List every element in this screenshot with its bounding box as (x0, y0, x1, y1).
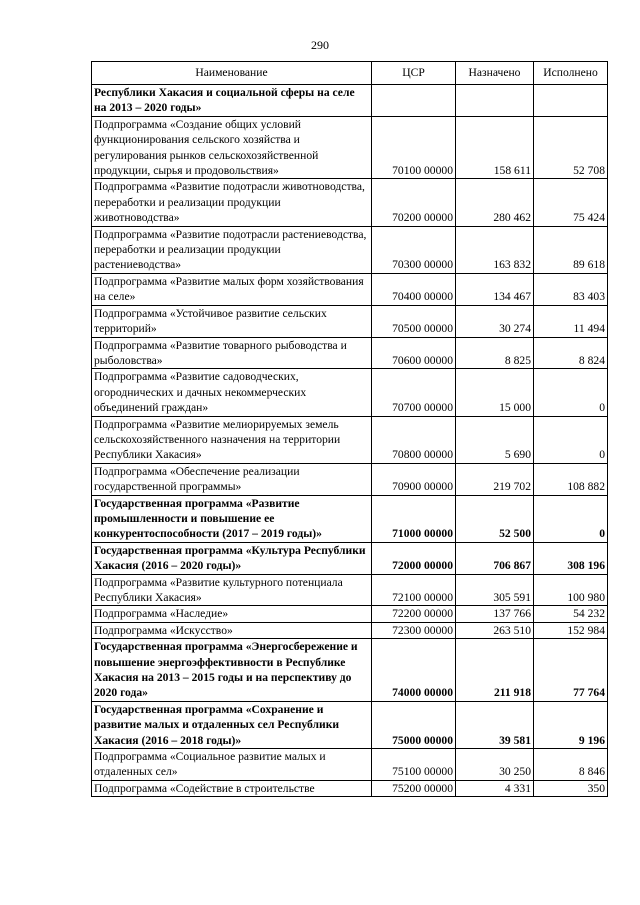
table-row (92, 542, 608, 574)
row-planned: 280 462 (456, 179, 534, 226)
row-csr: 72000 00000 (372, 542, 456, 574)
row-name: Подпрограмма «Развитие культурного потенциала Республики Хакасия» (92, 574, 372, 606)
row-name: Государственная программа «Энергосбережение и повышение энергоэффективности в Республике Хакасия на 2013 – 2015 годы и на перспективу до 2020 года» (92, 639, 372, 702)
row-csr: 71000 00000 (372, 495, 456, 542)
row-planned: 52 500 (456, 495, 534, 542)
row-executed: 0 (534, 495, 608, 542)
table-row (92, 416, 608, 463)
row-name: Подпрограмма «Устойчивое развитие сельских территорий» (92, 305, 372, 337)
row-name: Подпрограмма «Развитие малых форм хозяйствования на селе» (92, 273, 372, 305)
row-executed: 83 403 (534, 273, 608, 305)
row-executed: 100 980 (534, 574, 608, 606)
row-csr: 75000 00000 (372, 701, 456, 748)
row-csr: 70100 00000 (372, 116, 456, 179)
row-csr: 70600 00000 (372, 337, 456, 369)
row-name: Подпрограмма «Развитие садоводческих, огороднических и дачных некоммерческих объединений граждан» (92, 369, 372, 416)
row-executed: 9 196 (534, 701, 608, 748)
row-planned: 211 918 (456, 639, 534, 702)
table-row (92, 639, 608, 702)
table-body (92, 85, 608, 797)
row-planned: 163 832 (456, 226, 534, 273)
row-planned: 30 274 (456, 305, 534, 337)
row-name: Подпрограмма «Развитие подотрасли растениеводства, переработки и реализации продукции растениеводства» (92, 226, 372, 273)
row-name: Подпрограмма «Искусство» (92, 622, 372, 638)
row-csr: 70900 00000 (372, 463, 456, 495)
row-executed (534, 85, 608, 117)
row-executed: 54 232 (534, 606, 608, 622)
row-planned: 158 611 (456, 116, 534, 179)
row-csr: 70200 00000 (372, 179, 456, 226)
table-row (92, 273, 608, 305)
row-planned: 263 510 (456, 622, 534, 638)
row-name: Государственная программа «Культура Республики Хакасия (2016 – 2020 годы)» (92, 542, 372, 574)
table-row (92, 574, 608, 606)
row-executed: 0 (534, 369, 608, 416)
page-number: 290 (311, 38, 329, 52)
row-csr: 72100 00000 (372, 574, 456, 606)
row-csr: 75100 00000 (372, 749, 456, 781)
row-name: Государственная программа «Сохранение и развитие малых и отдаленных сел Республики Хакасия (2016 – 2018 годы)» (92, 701, 372, 748)
row-executed: 77 764 (534, 639, 608, 702)
row-name: Подпрограмма «Социальное развитие малых и отдаленных сел» (92, 749, 372, 781)
row-executed: 308 196 (534, 542, 608, 574)
row-name: Республики Хакасия и социальной сферы на селе на 2013 – 2020 годы» (92, 85, 372, 117)
header-planned: Назначено (456, 62, 534, 85)
row-csr: 75200 00000 (372, 780, 456, 796)
row-planned: 4 331 (456, 780, 534, 796)
row-executed: 8 824 (534, 337, 608, 369)
row-name: Подпрограмма «Обеспечение реализации государственной программы» (92, 463, 372, 495)
table-row (92, 780, 608, 796)
row-planned: 39 581 (456, 701, 534, 748)
row-executed: 52 708 (534, 116, 608, 179)
row-csr (372, 85, 456, 117)
table-row (92, 701, 608, 748)
row-planned: 305 591 (456, 574, 534, 606)
row-name: Государственная программа «Развитие промышленности и повышение ее конкурентоспособности (2017 – 2019 годы)» (92, 495, 372, 542)
table-row (92, 369, 608, 416)
row-planned: 219 702 (456, 463, 534, 495)
table-row (92, 179, 608, 226)
row-planned: 5 690 (456, 416, 534, 463)
row-name: Подпрограмма «Развитие подотрасли животноводства, переработки и реализации продукции животноводства» (92, 179, 372, 226)
row-planned: 137 766 (456, 606, 534, 622)
row-name: Подпрограмма «Создание общих условий функционирования сельского хозяйства и регулирования рынков сельскохозяйственной продукции, сырья и продовольствия» (92, 116, 372, 179)
row-name: Подпрограмма «Развитие товарного рыбоводства и рыболовства» (92, 337, 372, 369)
row-executed: 152 984 (534, 622, 608, 638)
table-header-row (92, 62, 608, 85)
row-planned: 15 000 (456, 369, 534, 416)
table-row (92, 463, 608, 495)
row-csr: 70400 00000 (372, 273, 456, 305)
header-csr: ЦСР (372, 62, 456, 85)
row-csr: 70300 00000 (372, 226, 456, 273)
table-row (92, 305, 608, 337)
header-executed: Исполнено (534, 62, 608, 85)
row-csr: 70700 00000 (372, 369, 456, 416)
table-row (92, 226, 608, 273)
table-row (92, 622, 608, 638)
row-executed: 89 618 (534, 226, 608, 273)
row-planned: 706 867 (456, 542, 534, 574)
row-executed: 75 424 (534, 179, 608, 226)
row-planned: 8 825 (456, 337, 534, 369)
budget-table (91, 61, 608, 797)
table-row (92, 606, 608, 622)
row-name: Подпрограмма «Наследие» (92, 606, 372, 622)
row-csr: 74000 00000 (372, 639, 456, 702)
row-csr: 72300 00000 (372, 622, 456, 638)
row-executed: 350 (534, 780, 608, 796)
row-csr: 70800 00000 (372, 416, 456, 463)
header-name: Наименование (92, 62, 372, 85)
table-row (92, 85, 608, 117)
table-row (92, 749, 608, 781)
row-csr: 70500 00000 (372, 305, 456, 337)
row-executed: 108 882 (534, 463, 608, 495)
table-row (92, 495, 608, 542)
row-name: Подпрограмма «Развитие мелиорируемых земель сельскохозяйственного назначения на территории Республики Хакасия» (92, 416, 372, 463)
row-executed: 11 494 (534, 305, 608, 337)
row-planned: 30 250 (456, 749, 534, 781)
table-row (92, 337, 608, 369)
row-executed: 8 846 (534, 749, 608, 781)
row-planned (456, 85, 534, 117)
row-name: Подпрограмма «Содействие в строительстве (92, 780, 372, 796)
table-row (92, 116, 608, 179)
row-planned: 134 467 (456, 273, 534, 305)
row-executed: 0 (534, 416, 608, 463)
row-csr: 72200 00000 (372, 606, 456, 622)
